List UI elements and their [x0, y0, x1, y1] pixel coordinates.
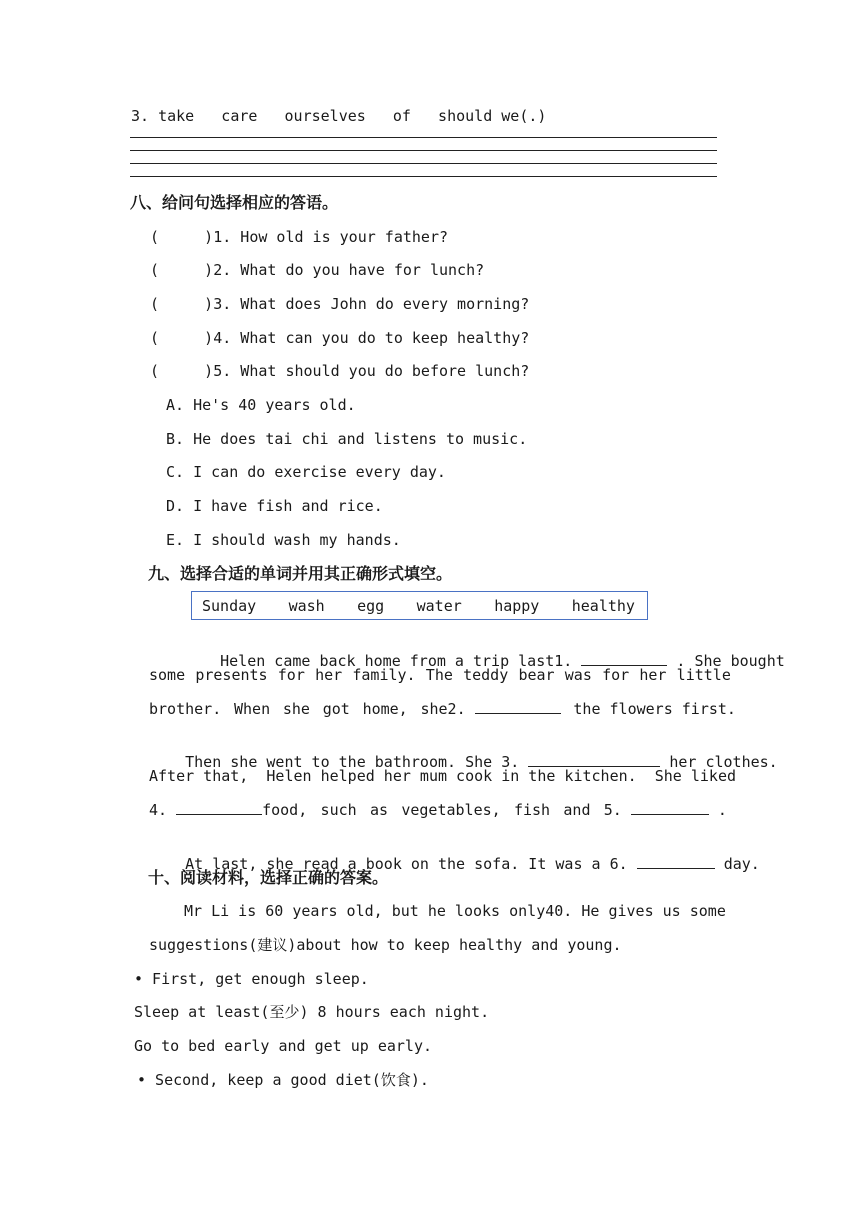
reading-bullet-2: • Second, keep a good diet(饮食).	[137, 1071, 429, 1089]
passage-word: her	[315, 666, 343, 684]
word-bank-word: Sunday	[202, 596, 257, 615]
passage-word: fish	[513, 801, 551, 819]
passage-word: presents	[195, 666, 268, 684]
reading-bullet-1: • First, get enough sleep.	[134, 970, 369, 988]
passage-word: little	[676, 666, 731, 684]
passage-text: the flowers first.	[573, 700, 736, 718]
fill-blank-3[interactable]	[528, 752, 660, 767]
fill-blank-5[interactable]	[631, 800, 709, 815]
passage-line-5: After that, Helen helped her mum cook in the kitchen. She liked	[149, 767, 736, 785]
passage-text: . She bought	[676, 652, 785, 670]
passage-text: Helen came back home from a trip last1.	[220, 652, 573, 670]
answer-line-1	[130, 137, 717, 138]
passage-word: teddy	[463, 666, 509, 684]
answer-option-c: C. I can do exercise every day.	[166, 463, 446, 481]
question-1: ( )1. How old is your father?	[150, 228, 449, 246]
reading-line-bedtime: Go to bed early and get up early.	[134, 1037, 433, 1055]
word-bank-word: egg	[357, 596, 385, 615]
fill-blank-6[interactable]	[637, 854, 715, 869]
passage-word: for	[602, 666, 630, 684]
fill-blank-4[interactable]	[176, 800, 262, 815]
answer-option-b: B. He does tai chi and listens to music.	[166, 430, 528, 448]
question-5: ( )5. What should you do before lunch?	[150, 362, 530, 380]
passage-word: such	[320, 801, 357, 819]
passage-word: she	[282, 700, 310, 718]
passage-word: home,	[362, 700, 408, 718]
passage-text: At last, she read a book on the sofa. It was a 6.	[185, 855, 628, 873]
reading-line-sleep: Sleep at least(至少) 8 hours each night.	[134, 1003, 490, 1021]
word-bank-word: healthy	[571, 596, 635, 615]
question-3: ( )3. What does John do every morning?	[150, 295, 530, 313]
word-bank-word: wash	[288, 596, 325, 615]
passage-word: The	[425, 666, 453, 684]
passage-word: brother.	[149, 700, 222, 718]
passage-word: her	[639, 666, 667, 684]
answer-option-a: A. He's 40 years old.	[166, 396, 356, 414]
answer-line-3	[130, 163, 717, 164]
passage-word: When	[234, 700, 271, 718]
passage-text: .	[717, 801, 727, 819]
answer-option-e: E. I should wash my hands.	[166, 531, 401, 549]
answer-line-4	[130, 176, 717, 177]
passage-word: got	[322, 700, 350, 718]
passage-word: some	[149, 666, 186, 684]
passage-line-3	[149, 699, 736, 719]
word-bank-word: water	[416, 596, 462, 615]
fill-blank-1[interactable]	[581, 651, 667, 666]
word-bank-box	[191, 591, 648, 620]
section-10-title: 十、阅读材料，选择正确的答案。	[148, 868, 389, 887]
reading-intro-line-2: suggestions(建议)about how to keep healthy and young.	[149, 936, 622, 954]
passage-word: bear	[518, 666, 555, 684]
passage-text: her clothes.	[669, 753, 778, 771]
reorder-item-3: 3. take care ourselves of should we(.)	[131, 107, 547, 125]
passage-word: as	[369, 801, 389, 819]
passage-text: Then she went to the bathroom. She 3.	[185, 753, 520, 771]
passage-word: was	[564, 666, 592, 684]
fill-blank-2[interactable]	[475, 699, 561, 714]
answer-option-d: D. I have fish and rice.	[166, 497, 383, 515]
passage-word: food,	[262, 801, 308, 819]
passage-word: for	[277, 666, 305, 684]
section-8-title: 八、给问句选择相应的答语。	[130, 193, 339, 212]
passage-line-2	[149, 665, 731, 685]
passage-word: vegetables,	[401, 801, 501, 819]
passage-text: day.	[723, 855, 760, 873]
passage-word: 4.	[149, 801, 168, 819]
question-2: ( )2. What do you have for lunch?	[150, 261, 485, 279]
passage-word: 5.	[603, 801, 622, 819]
reading-intro-line-1: Mr Li is 60 years old, but he looks only40. He gives us some	[184, 902, 726, 920]
passage-word: and	[563, 801, 591, 819]
passage-word: she2.	[420, 700, 466, 718]
passage-word: family.	[352, 666, 416, 684]
question-4: ( )4. What can you do to keep healthy?	[150, 329, 530, 347]
section-9-title: 九、选择合适的单词并用其正确形式填空。	[148, 564, 453, 583]
passage-line-6	[149, 800, 727, 820]
answer-line-2	[130, 150, 717, 151]
word-bank-word: happy	[494, 596, 540, 615]
